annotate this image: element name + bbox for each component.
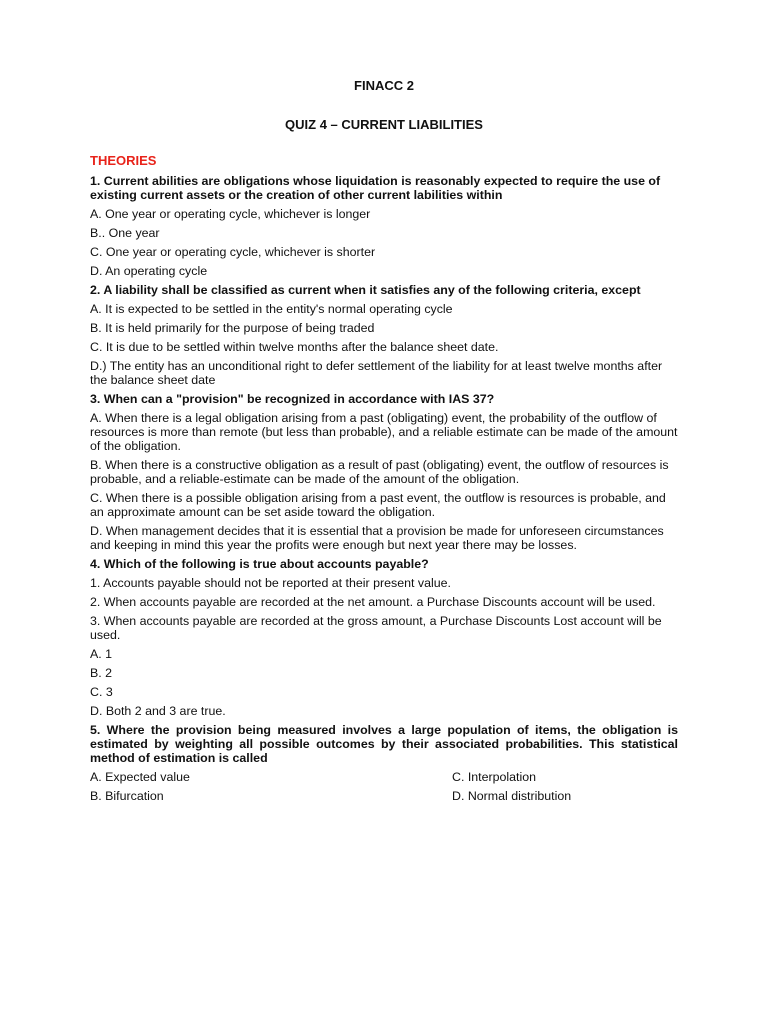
choice-d: D. Both 2 and 3 are true. [90,704,226,718]
choice-a: A. Expected value [90,770,190,784]
question-3 [90,392,678,552]
choice-c: C. When there is a possible obligation arising from a past event, the outflow is resources is probable, and an approximate amount can be set aside toward the obligation. [90,491,666,519]
choice-c: C. It is due to be settled within twelve months after the balance sheet date. [90,340,499,354]
question-1 [90,174,678,278]
choice-b: B. 2 [90,666,113,680]
question-text: 5. Where the provision being measured involves a large population of items, the obligation is estimated by weighting all possible outcomes by their associated probabilities. This statistical method of estimation is called [90,723,678,765]
section-heading-theories: THEORIES [90,153,157,168]
choice-a: A. 1 [90,647,113,661]
choice-d: D. Normal distribution [452,789,572,803]
statement-3: 3. When accounts payable are recorded at the gross amount, a Purchase Discounts Lost account will be used. [90,614,662,642]
statement-1: 1. Accounts payable should not be reported at their present value. [90,576,451,590]
choice-b: B. It is held primarily for the purpose of being traded [90,321,375,335]
choice-a: A. One year or operating cycle, whichever is longer [90,207,371,221]
question-text: 4. Which of the following is true about accounts payable? [90,557,429,571]
question-text: 2. A liability shall be classified as current when it satisfies any of the following criteria, except [90,283,641,297]
choice-c: C. One year or operating cycle, whichever is shorter [90,245,376,259]
choice-d: D. When management decides that it is essential that a provision be made for unforeseen circumstances and keeping in mind this year the profits were enough but next year there may be losses. [90,524,664,552]
question-text: 3. When can a "provision" be recognized in accordance with IAS 37? [90,392,495,406]
quiz-content [90,154,678,808]
choice-a: A. It is expected to be settled in the entity's normal operating cycle [90,302,453,316]
choice-d: D.) The entity has an unconditional right to defer settlement of the liability for at least twelve months after the balance sheet date [90,359,663,387]
question-2 [90,283,678,387]
choice-c: C. 3 [90,685,113,699]
question-4 [90,557,678,718]
quiz-title: QUIZ 4 – CURRENT LIABILITIES [285,117,483,132]
question-5 [90,723,678,808]
choice-c: C. Interpolation [452,770,537,784]
question-text: 1. Current abilities are obligations whose liquidation is reasonably expected to require the use of existing current assets or the creation of other current labilities within [90,174,661,202]
choice-b: B.. One year [90,226,160,240]
choice-d: D. An operating cycle [90,264,208,278]
course-title: FINACC 2 [354,78,414,93]
choice-grid [90,770,678,808]
choice-b: B. When there is a constructive obligation as a result of past (obligating) event, the outflow of resources is probable, and a reliable-estimate can be made of the amount of the obligation. [90,458,669,486]
choice-a: A. When there is a legal obligation arising from a past (obligating) event, the probability of the outflow of resources is more than remote (but less than probable), and a reliable estimate can be made of the amount of the obligation. [90,411,678,453]
choice-b: B. Bifurcation [90,789,164,803]
statement-2: 2. When accounts payable are recorded at the net amount. a Purchase Discounts account will be used. [90,595,656,609]
